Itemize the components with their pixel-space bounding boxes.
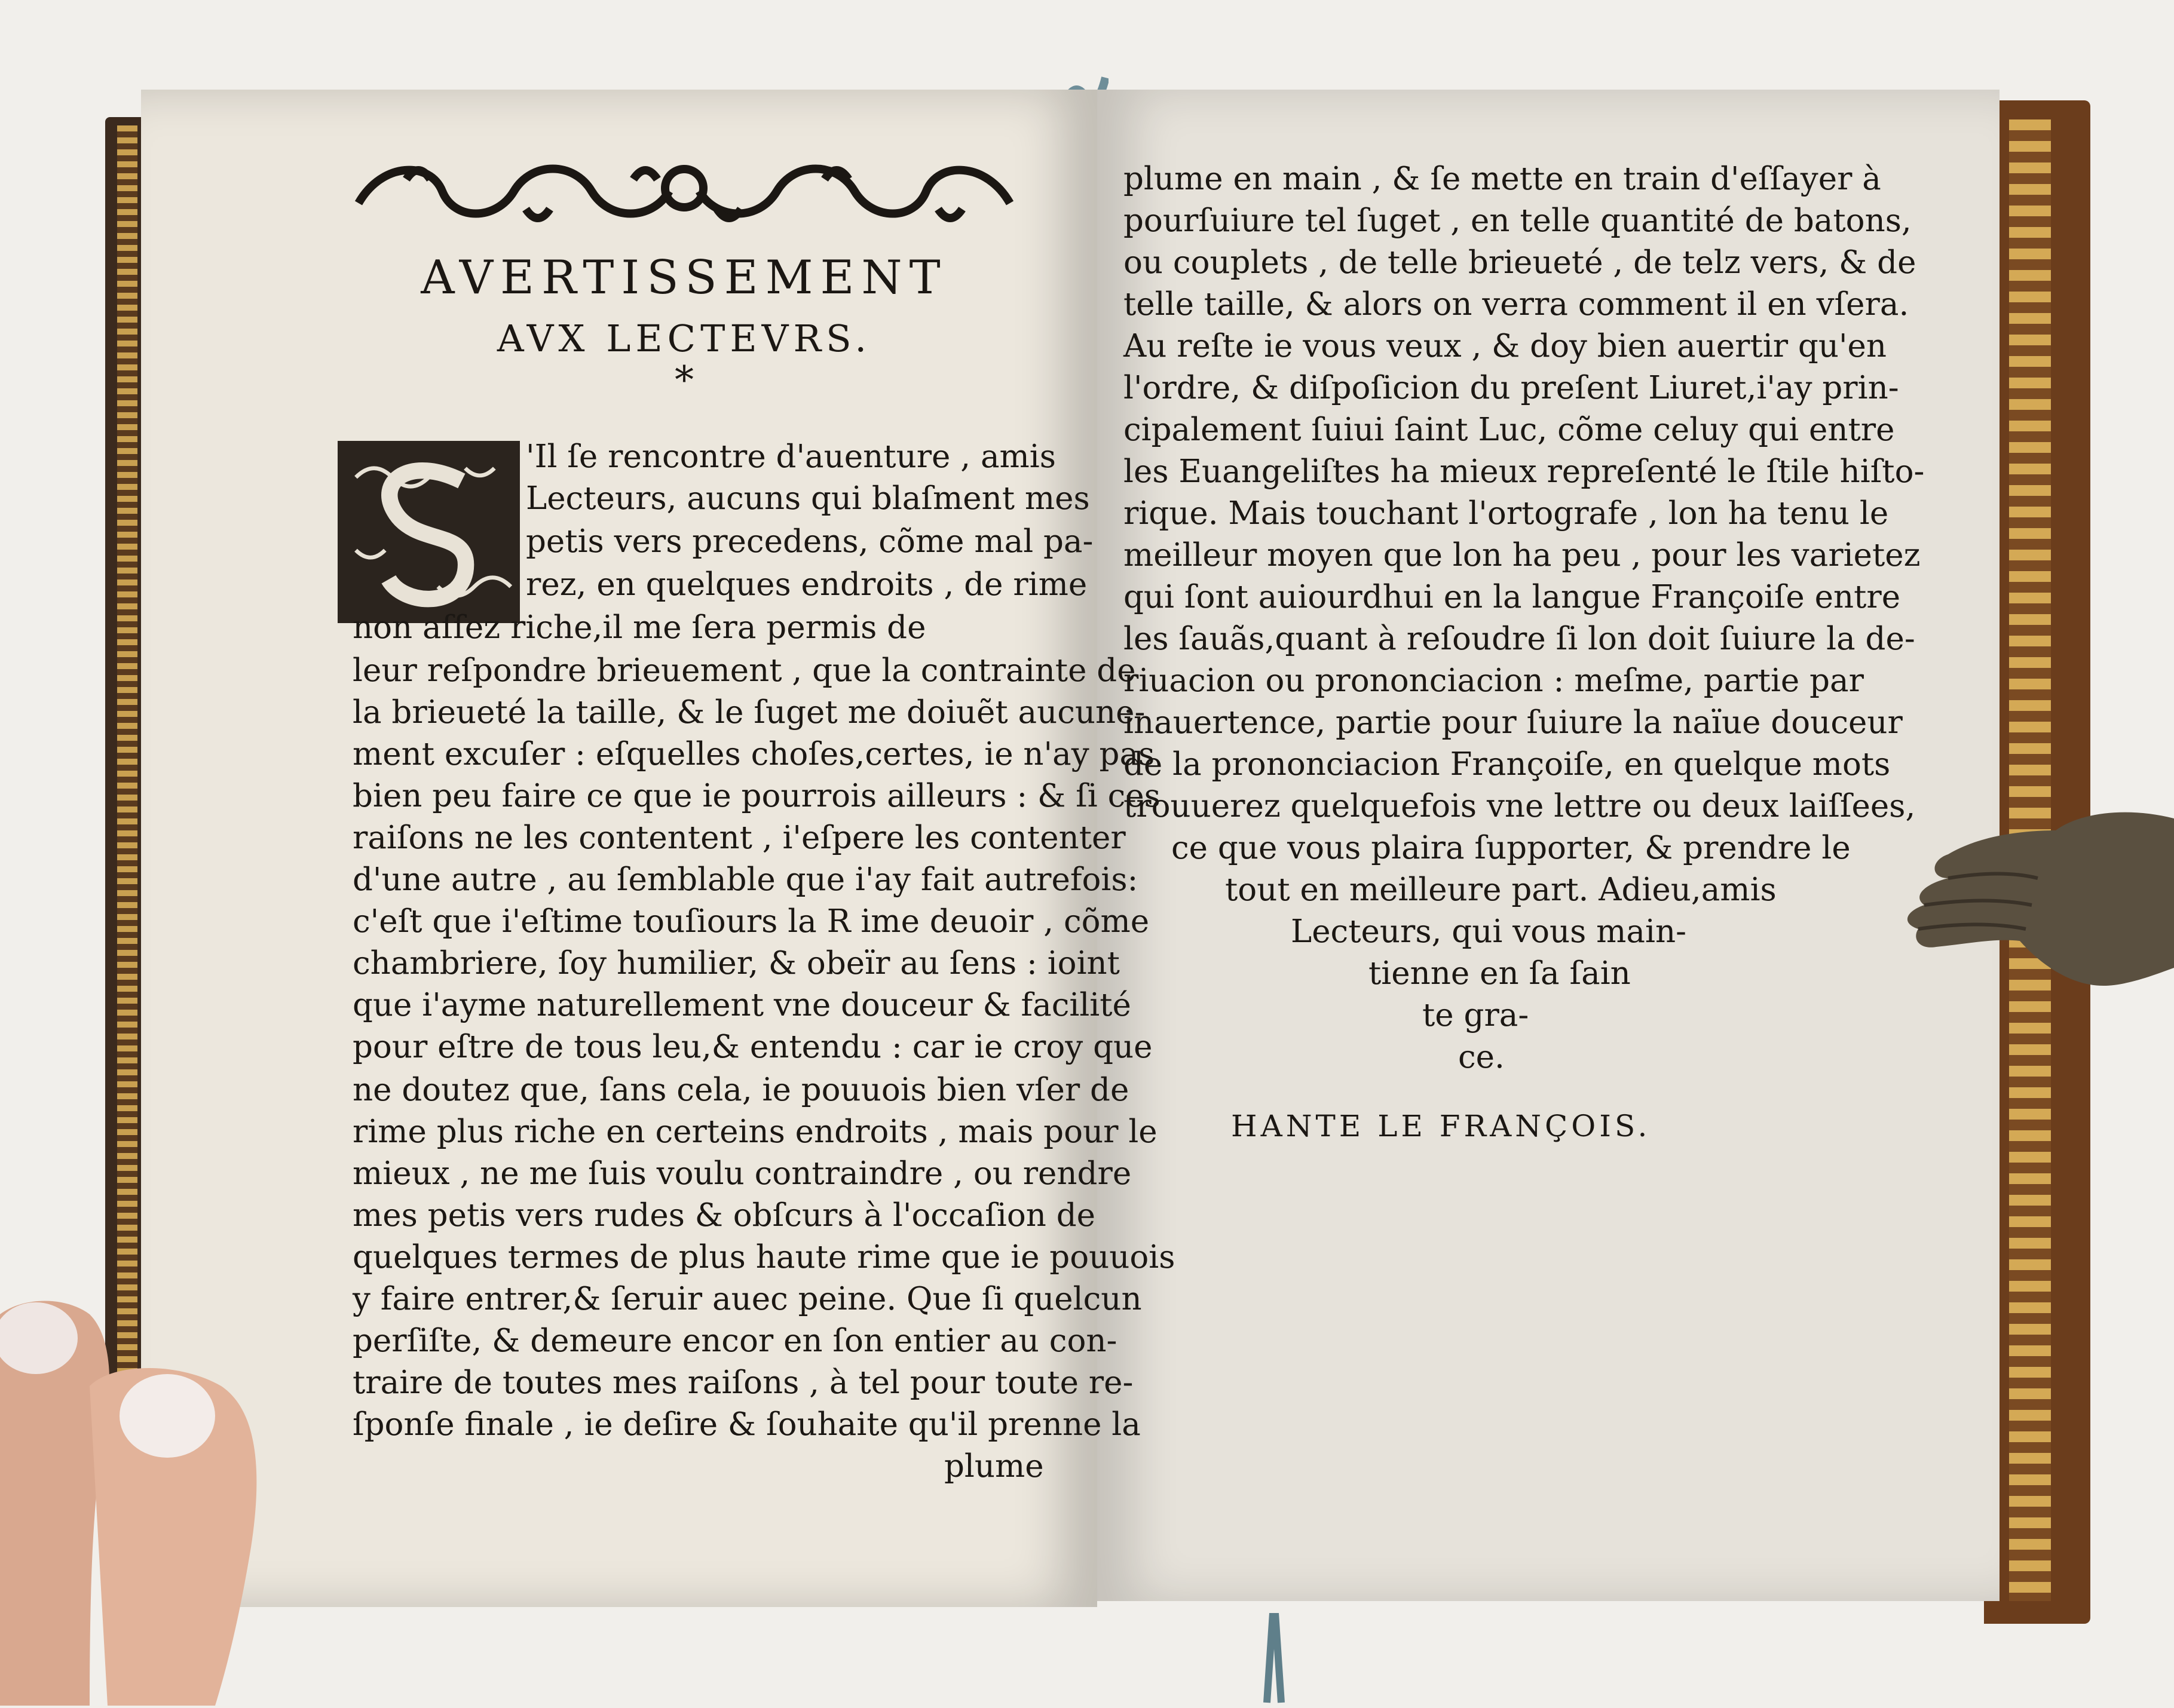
page-title: AVERTISSEMENT: [421, 251, 948, 305]
text-line: Au reſte ie vous veux , & doy bien auertir qu'en: [1123, 328, 1887, 364]
text-line: inauertence, partie pour ſuiure la naïue douceur: [1123, 704, 1903, 741]
text-line: que i'ayme naturellement vne douceur & facilité: [353, 987, 1131, 1023]
text-line: non aſſez riche,il me ſera permis de: [353, 609, 926, 646]
text-line: rime plus riche en certeins endroits , mais pour le: [353, 1114, 1158, 1150]
text-line: pourſuiure tel ſuget , en telle quantité de batons,: [1123, 203, 1912, 239]
decorated-initial-s: [338, 441, 520, 623]
text-line: ment excuſer : eſquelles choſes,certes, ie n'ay pas: [353, 736, 1155, 772]
page-subtitle: AVX LECTEVRS.: [497, 317, 872, 360]
bookmark-ribbon-bottom: [1255, 1613, 1291, 1706]
text-line: ce que vous plaira ſupporter, & prendre le: [1171, 830, 1851, 866]
text-line: les Euangeliſtes ha mieux repreſenté le ſtile hiſto-: [1123, 453, 1925, 490]
text-line: meilleur moyen que lon ha peu , pour les varietez: [1123, 537, 1921, 574]
text-line: perſiſte, & demeure encor en ſon entier au con-: [353, 1323, 1117, 1359]
text-line: mes petis vers rudes & obſcurs à l'occaſion de: [353, 1197, 1096, 1234]
text-line: raiſons ne les contentent , i'eſpere les contenter: [353, 820, 1126, 856]
text-line: 'Il ſe rencontre d'auenture , amis: [526, 439, 1056, 475]
text-line: te gra-: [1422, 997, 1529, 1034]
text-line: cipalement ſuiui ſaint Luc, cõme celuy qui entre: [1123, 412, 1895, 448]
text-line: qui ſont auiourdhui en la langue Françoiſe entre: [1123, 579, 1901, 615]
text-line: pour eſtre de tous leu,& entendu : car ie croy que: [353, 1029, 1153, 1065]
text-line: ne doutez que, ſans cela, ie pouuois bien vſer de: [353, 1072, 1129, 1108]
text-line: l'ordre, & diſpoſicion du preſent Liuret,i'ay prin-: [1123, 370, 1899, 406]
text-line: trouuerez quelquefois vne lettre ou deux laiſſees,: [1123, 788, 1916, 824]
text-line: la brieueté la taille, & le ſuget me doiuẽt aucune-: [353, 694, 1146, 731]
text-line: traire de toutes mes raiſons , à tel pour toute re-: [353, 1364, 1134, 1401]
text-line: Lecteurs, aucuns qui blaſment mes: [526, 480, 1090, 517]
text-line: telle taille, & alors on verra comment il en vſera.: [1123, 286, 1909, 323]
catchword: plume: [944, 1448, 1044, 1485]
headpiece-ornament: [347, 155, 1022, 233]
text-line: riuacion ou prononciacion : meſme, partie par: [1123, 663, 1864, 699]
text-line: ſponſe finale , ie deſire & ſouhaite qu'il prenne la: [353, 1406, 1141, 1443]
text-line: d'une autre , au ſemblable que i'ay fait autrefois:: [353, 861, 1138, 898]
text-line: tout en meilleure part. Adieu,amis: [1225, 872, 1777, 908]
signature: HANTE LE FRANÇOIS.: [1231, 1109, 1651, 1143]
text-line: ou couplets , de telle brieueté , de telz vers, & de: [1123, 244, 1916, 281]
text-line: leur reſpondre brieuement , que la contrainte de: [353, 652, 1136, 689]
brass-hand-page-holder: [1876, 795, 2174, 1010]
text-line: bien peu faire ce que ie pourrois ailleurs : & ſi ces: [353, 778, 1161, 814]
text-line: chambriere, ſoy humilier, & obeïr au ſens : ioint: [353, 945, 1120, 982]
text-line: mieux , ne me ſuis voulu contraindre , ou rendre: [353, 1155, 1132, 1192]
text-line: petis vers precedens, cõme mal pa-: [526, 523, 1094, 560]
text-line: les ſauãs,quant à reſoudre ſi lon doit ſuiure la de-: [1123, 621, 1915, 657]
text-line: rique. Mais touchant l'ortografe , lon ha tenu le: [1123, 495, 1889, 532]
text-line: tienne en ſa ſain: [1368, 955, 1631, 992]
text-line: c'eſt que i'eſtime touſiours la R ime deuoir , cõme: [353, 903, 1150, 940]
text-line: quelques termes de plus haute rime que ie pouuois: [353, 1239, 1175, 1275]
text-line: rez, en quelques endroits , de rime: [526, 566, 1088, 603]
asterism-ornament: *: [675, 358, 694, 403]
text-line: ce.: [1458, 1039, 1505, 1075]
text-line: y faire entrer,& ſeruir auec peine. Que ſi quelcun: [353, 1281, 1142, 1317]
text-line: Lecteurs, qui vous main-: [1291, 913, 1687, 950]
reader-fingers: [0, 1296, 269, 1706]
text-line: de la prononciacion Françoiſe, en quelque mots: [1123, 746, 1891, 783]
text-line: plume en main , & ſe mette en train d'eſſayer à: [1123, 161, 1881, 197]
